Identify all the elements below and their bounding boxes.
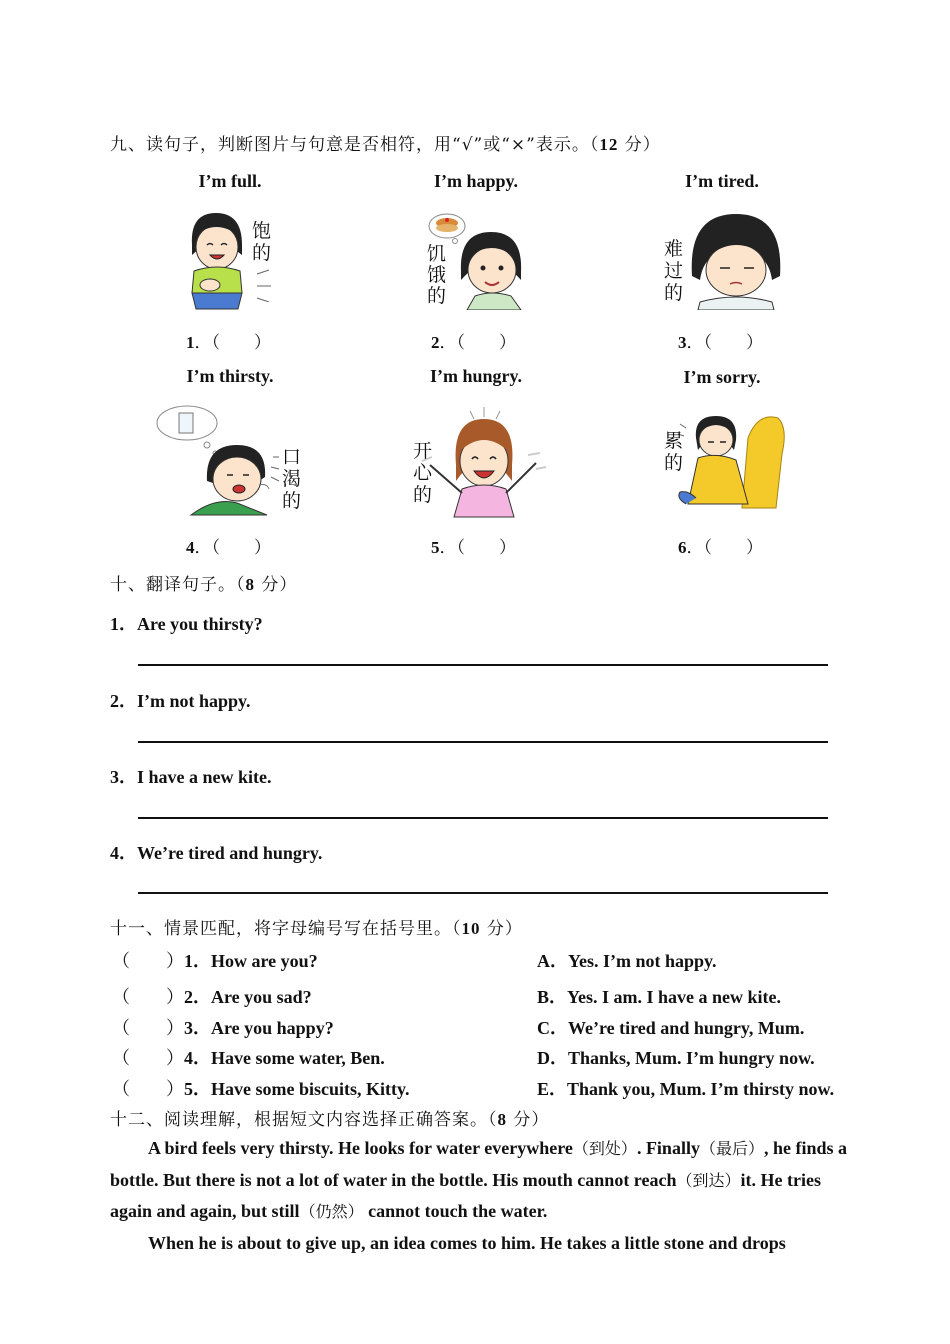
match-right-c: C．We’re tired and hungry, Mum. bbox=[537, 1018, 805, 1038]
picture-thirsty-girl bbox=[155, 403, 285, 518]
answer-line-4[interactable] bbox=[138, 892, 828, 894]
match-left-5[interactable]: （ ）5．Have some biscuits, Kitty. bbox=[112, 1079, 410, 1099]
caption-hungry: 饥饿的 bbox=[427, 243, 447, 307]
reading-paragraph-2: When he is about to give up, an idea comes to him. He takes a little stone and drops bbox=[148, 1233, 786, 1253]
decor-dashes bbox=[255, 268, 273, 302]
sentence-3: I’m tired. bbox=[685, 171, 759, 191]
translate-item-3: 3．I have a new kite. bbox=[110, 767, 272, 787]
sentence-2: I’m happy. bbox=[433, 171, 519, 191]
match-right-d: D．Thanks, Mum. I’m hungry now. bbox=[537, 1048, 815, 1068]
sentence-1: I’m full. bbox=[198, 171, 262, 191]
match-left-3[interactable]: （ ）3．Are you happy? bbox=[112, 1018, 334, 1038]
translate-item-4: 4．We’re tired and hungry. bbox=[110, 843, 323, 863]
match-right-e: E．Thank you, Mum. I’m thirsty now. bbox=[537, 1079, 835, 1099]
translate-item-1: 1．Are you thirsty? bbox=[110, 614, 263, 634]
answer-slot-3[interactable]: 3．（ ） bbox=[678, 333, 763, 352]
answer-slot-5[interactable]: 5．（ ） bbox=[431, 538, 516, 557]
answer-slot-1[interactable]: 1．（ ） bbox=[186, 333, 271, 352]
match-left-2[interactable]: （ ）2．Are you sad? bbox=[112, 987, 312, 1007]
answer-line-1[interactable] bbox=[138, 664, 828, 666]
section-11-title: 十一、情景匹配，将字母编号写在括号里。（10 分） bbox=[110, 919, 523, 939]
caption-sad: 难过的 bbox=[664, 238, 684, 304]
section-12-title: 十二、阅读理解，根据短文内容选择正确答案。（8 分） bbox=[110, 1110, 550, 1130]
caption-full: 饱的 bbox=[252, 220, 272, 264]
section-10-title: 十、翻译句子。（8 分） bbox=[110, 575, 298, 595]
section-9-title: 九、读句子，判断图片与句意是否相符，用“√”或“×”表示。（12 分） bbox=[110, 135, 661, 155]
caption-thirsty: 口渴的 bbox=[282, 446, 302, 512]
match-left-4[interactable]: （ ）4．Have some water, Ben. bbox=[112, 1048, 385, 1068]
sentence-5: I’m hungry. bbox=[429, 366, 523, 386]
match-right-a: A．Yes. I’m not happy. bbox=[537, 951, 717, 971]
match-right-b: B．Yes. I am. I have a new kite. bbox=[537, 987, 782, 1007]
caption-tired: 累的 bbox=[664, 430, 684, 474]
picture-sad-girl bbox=[686, 210, 786, 310]
answer-slot-6[interactable]: 6．（ ） bbox=[678, 538, 763, 557]
caption-happy: 开心的 bbox=[413, 440, 433, 506]
translate-item-2: 2．I’m not happy. bbox=[110, 691, 251, 711]
match-left-1[interactable]: （ ）1．How are you? bbox=[112, 951, 318, 971]
answer-slot-4[interactable]: 4．（ ） bbox=[186, 538, 271, 557]
sentence-6: I’m sorry. bbox=[683, 367, 761, 387]
sentence-4: I’m thirsty. bbox=[186, 366, 274, 386]
answer-line-3[interactable] bbox=[138, 817, 828, 819]
answer-slot-2[interactable]: 2．（ ） bbox=[431, 333, 516, 352]
answer-line-2[interactable] bbox=[138, 741, 828, 743]
reading-paragraph-1: A bird feels very thirsty. He looks for water everywhere（到处）. Finally（最后）, he finds a bottle. But there is not a lot of water in the bottle. His mouth cannot reach（到达）it. He tries again and again, but still（仍然） cannot touch the water. bbox=[110, 1138, 847, 1221]
